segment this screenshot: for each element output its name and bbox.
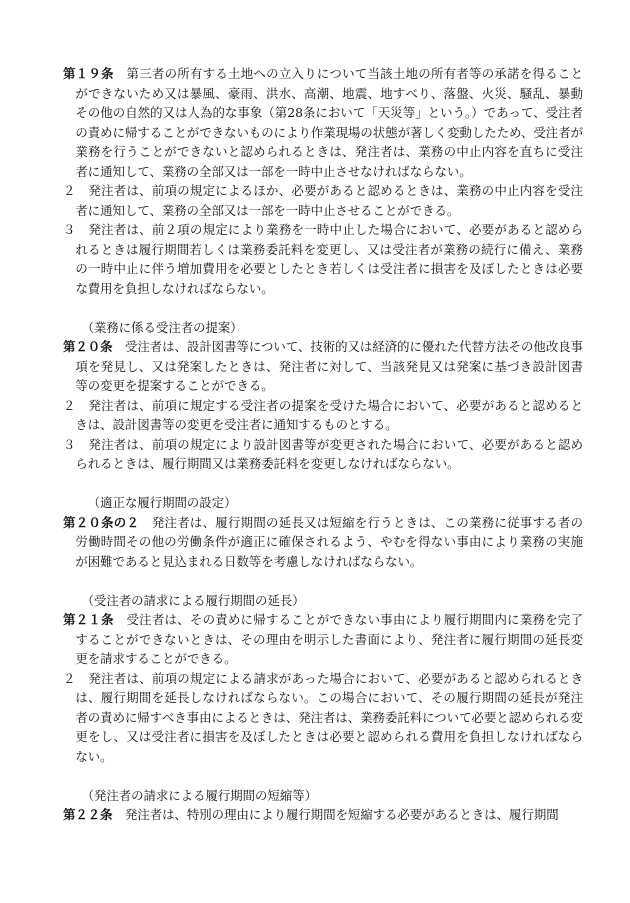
article-number: 第２１条 bbox=[63, 612, 114, 627]
article-text: 第三者の所有する土地への立入りについて当該土地の所有者等の承諾を得ることができないため又は暴風、豪雨、洪水、高潮、地震、地すべり、落盤、火災、騒乱、暴動その他の自然的又は人為的な事象（第28条において「天災等」という。）であって、受注者の責めに帰することができないものにより作業現場の状態が著しく変動したため、受注者が業務を行うことができないと認められるときは、発注者は、業務の中止内容を直ちに受注者に通知して、業務の全部又は一部を一時中止させなければならない。 bbox=[75, 66, 583, 179]
article-20-paragraph-2: ２ 発注者は、前項に規定する受注者の提案を受けた場合において、必要があると認めるときは、設計図書等の変更を受注者に通知するものとする。 bbox=[63, 397, 583, 432]
article-19-paragraph-3: ３ 発注者は、前２項の規定により業務を一時中止した場合において、必要があると認められるときは履行期間若しくは業務委託料を変更し、又は受注者が業務の続行に備え、業務の一時中止に伴う増加費用を必要としたとき若しくは受注者に損害を及ぼしたときは必要な費用を負担しなければならない。 bbox=[63, 222, 583, 296]
article-20-2-heading: （適正な履行期間の設定） bbox=[87, 495, 237, 510]
article-text: 発注者は、履行期間の延長又は短縮を行うときは、この業務に従事する者の労働時間その他の労働条件が適正に確保されるよう、やむを得ない事由により業務の実施が困難であると見込まれる日数等を考慮しなければならない。 bbox=[75, 514, 584, 569]
article-20 bbox=[63, 337, 583, 396]
document-page bbox=[63, 64, 583, 825]
article-21 bbox=[63, 610, 583, 669]
article-19-paragraph-2: ２ 発注者は、前項の規定によるほか、必要があると認めるときは、業務の中止内容を受注者に通知して、業務の全部又は一部を一時中止させることができる。 bbox=[63, 183, 583, 218]
spacer bbox=[63, 571, 583, 591]
article-22 bbox=[63, 805, 583, 825]
article-21-paragraph-2: ２ 発注者は、前項の規定による請求があった場合において、必要があると認められるときは、履行期間を延長しなければならない。この場合において、その履行期間の延長が発注者の責めに帰すべき事由によるときは、発注者は、業務委託料について必要と認められる変更をし、又は受注者に損害を及ぼしたときは必要と認められる費用を負担しなければならない。 bbox=[63, 670, 583, 764]
article-number: 第２２条 bbox=[63, 807, 113, 822]
article-text: 受注者は、その責めに帰することができない事由により履行期間内に業務を完了することができないときは、その理由を明示した書面により、発注者に履行期間の延長変更を請求することができる。 bbox=[75, 612, 584, 666]
article-number: 第１９条 bbox=[63, 66, 114, 81]
spacer bbox=[63, 474, 583, 494]
article-21-heading: （受注者の請求による履行期間の延長） bbox=[81, 592, 305, 608]
article-number: 第２０条 bbox=[63, 339, 113, 354]
article-text: 受注者は、設計図書等について、技術的又は経済的に優れた代替方法その他改良事項を発見し、又は発案したときは、発注者に対して、当該発見又は発案に基づき設計図書等の変更を提案することができる。 bbox=[75, 339, 583, 393]
article-number: 第２０条の２ bbox=[63, 514, 140, 530]
article-22-heading: （発注者の請求による履行期間の短縮等） bbox=[81, 787, 318, 803]
article-20-paragraph-3: ３ 発注者は、前項の規定により設計図書等が変更された場合において、必要があると認められるときは、履行期間又は業務委託料を変更しなければならない。 bbox=[63, 436, 583, 471]
article-20-heading: （業務に係る受注者の提案） bbox=[81, 319, 243, 335]
spacer bbox=[63, 766, 583, 786]
article-20-2 bbox=[63, 513, 583, 572]
article-text: 発注者は、特別の理由により履行期間を短縮する必要があるときは、履行期間 bbox=[112, 807, 559, 822]
article-19 bbox=[63, 64, 583, 181]
spacer bbox=[63, 298, 583, 318]
